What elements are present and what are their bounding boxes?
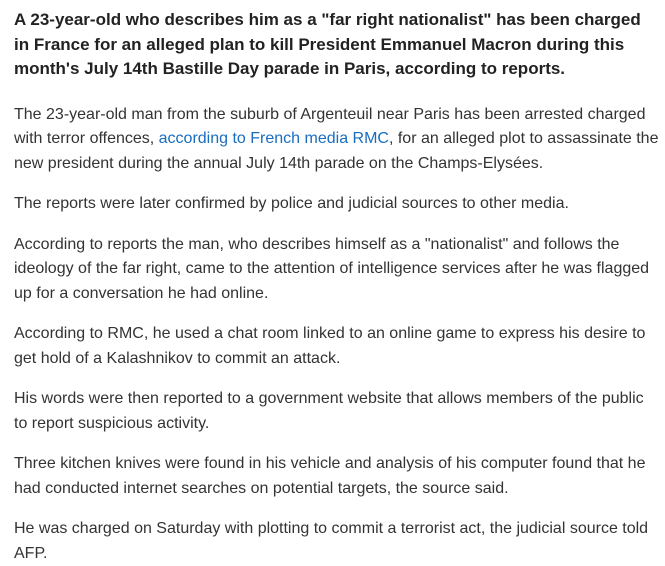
paragraph-7: He was charged on Saturday with plotting to commit a terrorist act, the judicial source told AFP. [14,520,649,562]
paragraph-3: According to reports the man, who describes himself as a "nationalist" and follows the ideology of the far right, came to the attention of intelligence services after he was flagged up for a conversation he had online. [14,235,650,302]
paragraph-1-text-end: , for an alleged plot to assassinate the new president during the annual July 14th parade on the Champs-Elysées. [14,130,659,172]
paragraph-2: The reports were later confirmed by police and judicial sources to other media. [14,195,569,212]
paragraph-1-text-start: The 23-year-old man from the suburb of Argenteuil near Paris has been arrested charged with terror offences, [14,105,646,147]
paragraph-5: His words were then reported to a government website that allows members of the public to report suspicious activity. [14,390,644,432]
rmc-source-link[interactable]: according to French media RMC [158,130,389,147]
paragraph-1 [14,103,659,177]
paragraph-4: According to RMC, he used a chat room linked to an online game to express his desire to get hold of a Kalashnikov to commit an attack. [14,325,646,367]
paragraph-6: Three kitchen knives were found in his vehicle and analysis of his computer found that he had conducted internet searches on potential targets, the source said. [14,455,646,497]
article-lead: A 23-year-old who describes him as a "far right nationalist" has been charged in France for an alleged plan to kill President Emmanuel Macron during this month's July 14th Bastille Day parade in Paris, according to reports. [14,10,641,78]
